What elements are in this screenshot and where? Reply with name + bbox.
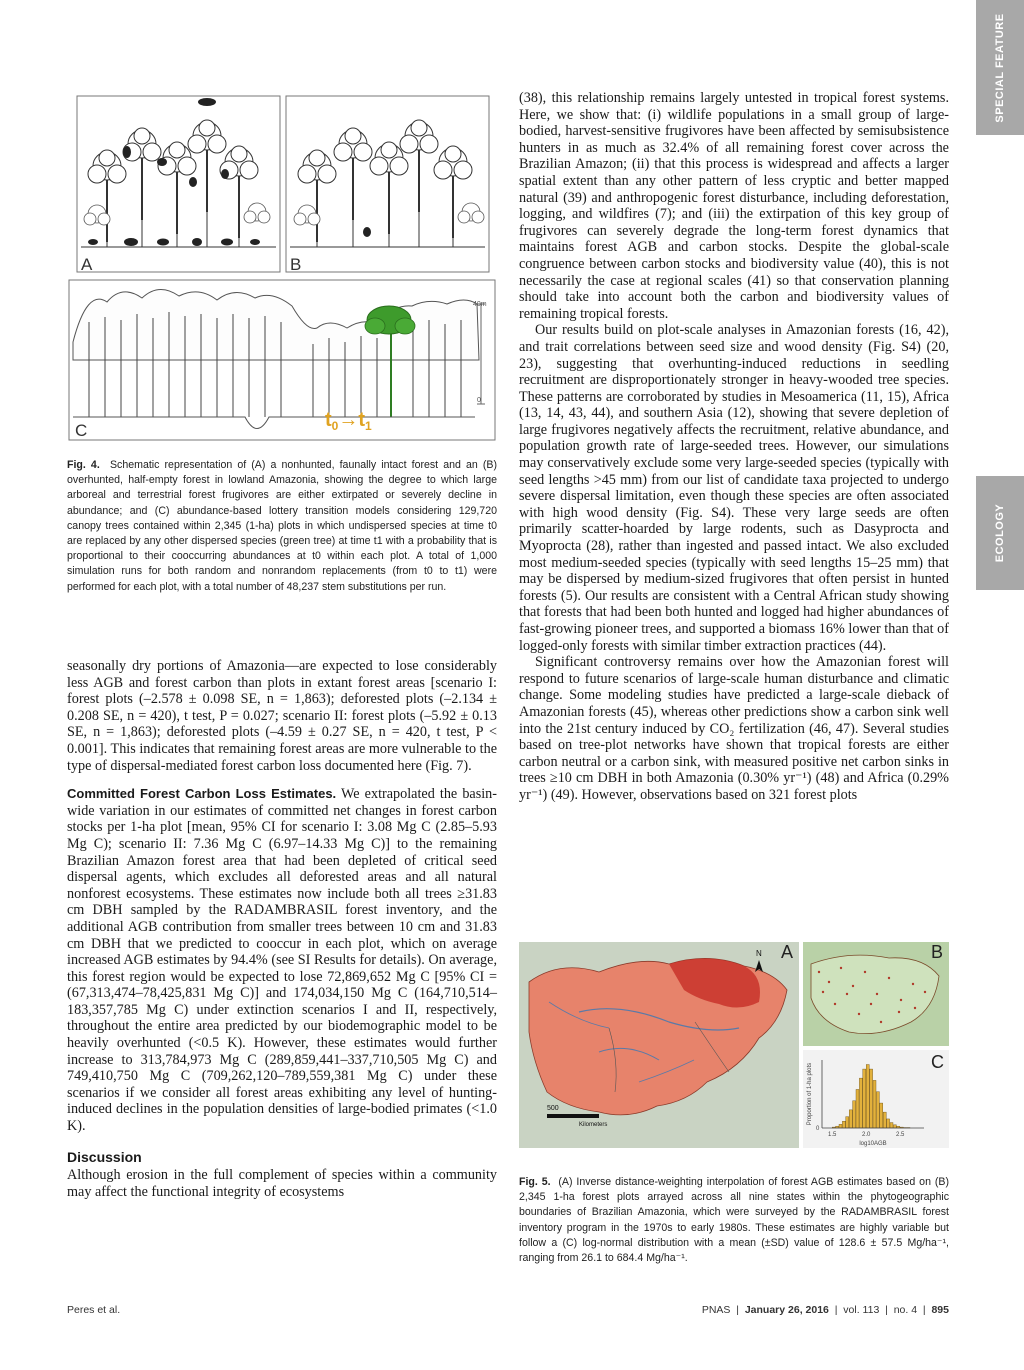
height-scale-top: 40m [473, 301, 487, 308]
peccary-silhouette-icon [221, 239, 233, 246]
caption-label: Fig. 4. [67, 459, 100, 471]
height-scale-bottom: 0 [477, 397, 481, 404]
footer-date: January 26, 2016 [744, 1304, 829, 1316]
map-scale-bar [547, 1114, 599, 1118]
fig5-panel-label-c: C [931, 1052, 944, 1072]
fig5-panel-label-a: A [781, 942, 794, 962]
monkey-silhouette-icon [157, 158, 167, 166]
bird-silhouette-icon [192, 238, 202, 246]
monkey-silhouette-icon [198, 98, 216, 106]
figure-5-graphic [519, 942, 949, 1152]
x-tick-label: 1.5 [828, 1132, 837, 1138]
panel-a-map [519, 942, 799, 1148]
panel-label-c: C [75, 421, 88, 440]
left-column [67, 658, 497, 1200]
discussion-heading: Discussion [67, 1148, 142, 1165]
side-tab-special-feature [976, 0, 1024, 135]
rodent-silhouette-icon [88, 239, 98, 245]
panel-b [286, 96, 489, 274]
panel-label-b: B [290, 255, 302, 274]
histogram-bar [876, 1092, 879, 1128]
histogram-bar [883, 1112, 886, 1128]
t0-label: t [325, 409, 332, 431]
t1-label: t [358, 409, 366, 431]
tapir-silhouette-icon [124, 238, 138, 246]
histogram-bar [849, 1110, 852, 1128]
panel-label-a: A [81, 255, 93, 274]
figure-5-caption [519, 1175, 949, 1266]
paragraph: (38), this relationship remains largely untested in tropical forest systems. Here, we show that: (i) wildlife populations in a small group of large-bodied, harvest-sensitive frugivores have been affected by semisubsistence hunters in as much as 32.4% of all remaining forest cover across the Brazilian Amazon; (ii) that this process is widespread and affects a larger spatial extent than any other pattern of less cryptic and better mapped natural (39) and anthropogenic forest disturbance, including deforestation, logging, and wildfires (7); and (iii) the extirpation of this key group of frugivores can severely degrade the long-term forest dynamics that maintains forest AGB and carbon stocks. Despite the global-scale congruence between carbon stocks and biodiversity value (40), this is not necessarily the case at regional scales (41) so that conservation planning should take into account both the carbon and biodiversity values of remaining tropical forests. [519, 90, 949, 322]
histogram-bar [863, 1069, 866, 1128]
footer-page-number: 895 [931, 1304, 949, 1316]
paragraph-text: We extrapolated the basin-wide variation in our estimates of committed net changes in forest carbon stocks per 1-ha plot [mean, 95% CI for scenario I: 3.08 Mg C (2.85–5.93 Mg C); scenario II: 7.36 Mg C (6.97–14.33 Mg C)] to the remaining Brazilian Amazon forest area that had been depleted of critical seed dispersal agents, which excludes all deforested areas and all natural nonforest ecosystems. These estimates now include both all trees ≥31.83 cm DBH sampled by the RADAMBRASIL forest inventory, and the additional AGB contribution from smaller trees between 10 cm and 31.83 cm DBH that we predicted to cooccur in each plot, which on average increased AGB estimates by 94.4% (see SI Results for details). On average, this forest region would be expected to lose 72,869,652 Mg C [95% CI = (67,313,474–78,425,831 Mg C)] and 174,034,150 Mg C (164,710,514–183,357,785 Mg C) under extinction scenarios I and II, respectively, throughout the entire area predicted by our biodemographic model to be heavily overhunted (<0.5 K). However, these estimates would further increase to 313,784,973 Mg C (289,859,441–337,710,505 Mg C) and 749,410,750 Mg C (709,262,120–789,559,381 Mg C) under these scenarios if we consider all forest areas exhibiting any level of hunting-induced declines in the population densities of large-bodied primates (<1.0 K). [67, 786, 498, 1135]
north-label: N [756, 949, 762, 958]
caption-text: Schematic representation of (A) a nonhunted, faunally intact forest and an (B) overhunted, half-empty forest in lowland Amazonia, showing the degree to which large arboreal and terrestrial forest frugivores are either extirpated or severely decline in abundance; and (C) abundance-based lottery transition models considering 129,720 canopy trees contained within 2,345 (1-ha) plots in which undispersed species at time t0 are replaced by any other dispersed species (green tree) at time t1 with a probability that is proportional to their cooccurring abundances at t0 within each plot. A total of 1,000 simulation runs for both random and nonrandom replacements (from t0 to t1) were performed for each plot, with a total number of 48,237 stem substitutions per run. [67, 459, 498, 593]
panel-a [77, 96, 280, 274]
footer-citation: PNAS | January 26, 2016 | vol. 113 | no. 4 | 895 [701, 1304, 949, 1316]
fig5-panel-label-b: B [931, 942, 944, 962]
histogram-bar [893, 1125, 896, 1128]
bird-silhouette-icon [189, 177, 197, 187]
map-scale-value: 500 [547, 1105, 559, 1112]
footer-journal: PNAS [701, 1304, 731, 1316]
right-column [519, 90, 949, 804]
monkey-silhouette-icon [123, 146, 131, 158]
figure-5 [519, 942, 949, 1277]
histogram-bar [859, 1078, 862, 1128]
x-tick-label: 2.0 [862, 1132, 871, 1138]
paragraph: Significant controversy remains over how the Amazonian forest will respond to future scenarios of large-scale human disturbance and climatic change. Some modeling studies have predicted a large-scale dieback of Amazonian forests (45), whereas other predictions show a carbon sink well into the 21st century induced by CO₂ fertilization (46, 47). Several studies based on tree-plot networks have shown that tropical forests are either carbon neutral or a carbon sink, with measured positive net carbon sinks in trees ≥10 cm DBH in both Amazonia (0.30% yr⁻¹) (48) and Africa (0.29% yr⁻¹) (49). However, observations based on 321 forest plots [519, 654, 949, 803]
transition-arrow-icon: → [338, 409, 359, 431]
side-tab-ecology [976, 476, 1024, 590]
paragraph: Our results build on plot-scale analyses in Amazonian forests (16, 42), and trait correlations between seed size and wood density (Fig. S4) (20, 23), suggesting that overhunting-induced reductions in seedling recruitment are disproportionately stronger in heavy-wooded tree species. These patterns are corroborated by studies in Mesoamerica (11, 15), Africa (13, 14, 43, 44), and southern Asia (12), showing that severe depletion of large frugivores negatively affects the recruitment, relative abundance, and population growth rate of large-seeded trees. However, our simulations may conservatively exclude some very large-seeded species (typically with seed lengths >45 mm) from our list of candidate taxa projected to undergo severe dispersal limitation, even though these species are often associated with high wood density (Fig. S4). These very large seeds are often primarily scatter-hoarded by large rodents, such as Dasyprocta and Myoprocta (28), rather than ingested and passed intact. We also excluded most medium-seeded species (typically with seed lengths 15–25 mm) that may be dispersed by medium-sized frugivores that often persist in hunted forests (5). Our results are consistent with a Central African study showing that forests that had been both hunted and logged had higher abundances of fast-growing pioneer trees, and supported a biomass 16% lower than that of logged-only forests with similar timber extraction practices (44). [519, 322, 949, 654]
histogram-bar [846, 1117, 849, 1128]
figure-4-illustration [67, 92, 497, 444]
x-tick-label: 2.5 [896, 1132, 905, 1138]
t0-subscript: 0 [331, 419, 339, 433]
rodent-silhouette-icon [250, 239, 260, 245]
section-heading: Committed Forest Carbon Loss Estimates. [67, 786, 337, 802]
bird-silhouette-icon [363, 227, 371, 237]
side-tab-label: ECOLOGY [994, 503, 1006, 563]
histogram-bar [880, 1103, 883, 1128]
y-tick-label: 0 [816, 1126, 820, 1132]
paragraph [67, 786, 497, 1134]
peccary-silhouette-icon [157, 239, 169, 246]
histogram-bar [870, 1069, 873, 1128]
t1-subscript: 1 [365, 419, 372, 433]
histogram-bar [873, 1080, 876, 1128]
footer-authors: Peres et al. [67, 1304, 121, 1316]
side-tab-label: SPECIAL FEATURE [994, 12, 1006, 123]
histogram-bar [856, 1089, 859, 1128]
histogram-bar [866, 1065, 869, 1128]
histogram-bar [839, 1124, 842, 1128]
caption-text: (A) Inverse distance-weighting interpolation of forest AGB estimates based on (B) 2,345 1-ha forest plots arrayed across all nine states within the phytogeographic boundaries of Brazilian Amazonia, which were surveyed by the RADAMBRASIL forest inventory program in the 1970s to early 1980s. These estimates are highly variable but follow a (C) log-normal distribution with a mean (±SD) value of 128.6 ± 57.5 Mg/ha⁻¹, ranging from 26.1 to 684.4 Mg/ha⁻¹. [519, 1176, 949, 1265]
figure-4 [67, 92, 497, 595]
histogram-bar [853, 1101, 856, 1128]
paragraph: seasonally dry portions of Amazonia—are expected to lose considerably less AGB and forest carbon than plots in extant forest areas [scenario I: forest plots (–2.578 ± 0.098 SE, n = 1,863); deforested plots (–2.134 ± 0.208 SE, n = 420), t test, P = 0.027; scenario II: forest plots (–5.92 ± 0.13 SE, n = 1,863); deforested plots (–4.59 ± 0.27 SE, n = 420, t test, P < 0.001]. This indicates that remaining forest areas are more vulnerable to the type of dispersal-mediated forest carbon loss documented here (Fig. 7). [67, 658, 497, 774]
map-scale-unit: Kilometers [579, 1122, 608, 1128]
footer-issue: no. 4 [893, 1304, 918, 1316]
caption-label: Fig. 5. [519, 1176, 551, 1188]
panel-c-histogram [803, 1050, 949, 1148]
histogram-bar [842, 1121, 845, 1128]
panel-c [69, 280, 495, 440]
panel-b-map [803, 942, 949, 1046]
footer-volume: vol. 113 [843, 1304, 880, 1316]
histogram-bar [890, 1123, 893, 1128]
histogram-bar [887, 1119, 890, 1128]
x-axis-title: log10AGB [859, 1141, 887, 1147]
y-axis-title: Proportion of 1-ha plots [807, 1062, 813, 1126]
monkey-silhouette-icon [221, 169, 229, 179]
figure-4-caption [67, 458, 497, 595]
paragraph: Although erosion in the full complement of species within a community may affect the functional integrity of ecosystems [67, 1167, 497, 1200]
